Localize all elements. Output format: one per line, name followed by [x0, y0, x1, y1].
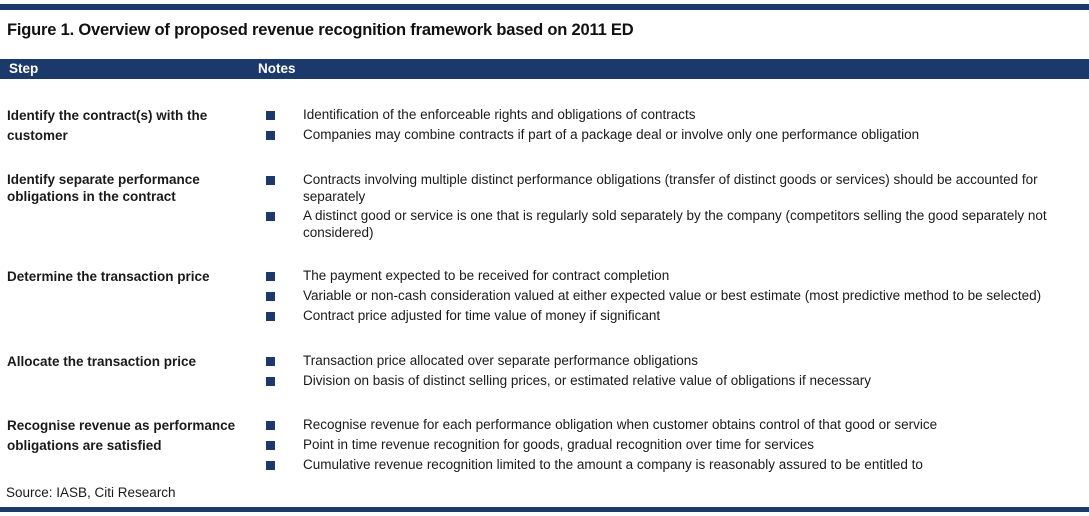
notes-list — [266, 106, 1076, 146]
notes-list — [266, 267, 1076, 327]
square-bullet-icon — [266, 272, 275, 281]
square-bullet-icon — [266, 421, 275, 430]
square-bullet-icon — [266, 441, 275, 450]
header-notes: Notes — [258, 61, 296, 76]
notes-list — [266, 416, 1076, 476]
note-text: Transaction price allocated over separate performance obligations — [303, 353, 698, 368]
note-item — [266, 436, 1076, 454]
square-bullet-icon — [266, 292, 275, 301]
note-text: Point in time revenue recognition for goods, gradual recognition over time for services — [303, 437, 815, 452]
note-item — [266, 126, 1076, 144]
square-bullet-icon — [266, 312, 275, 321]
step-label: Identify the contract(s) with the customer — [7, 108, 208, 143]
square-bullet-icon — [266, 176, 275, 185]
square-bullet-icon — [266, 357, 275, 366]
top-rule — [0, 4, 1089, 10]
note-text: Identification of the enforceable rights and obligations of contracts — [303, 107, 696, 122]
note-text: Variable or non-cash consideration valued at either expected value or best estimate (most predictive method to be selected) — [303, 288, 1042, 303]
note-text: Recognise revenue for each performance obligation when customer obtains control of that good or service — [303, 417, 938, 432]
note-item — [266, 287, 1076, 305]
figure-title: Figure 1. Overview of proposed revenue recognition framework based on 2011 ED — [7, 21, 634, 39]
notes-list — [266, 171, 1076, 243]
note-text: Contracts involving multiple distinct performance obligations (transfer of distinct goods or services) should be accounted for separately — [303, 172, 1038, 204]
source-note: Source: IASB, Citi Research — [6, 485, 176, 500]
bottom-rule — [0, 507, 1089, 512]
square-bullet-icon — [266, 111, 275, 120]
note-item — [266, 171, 1076, 205]
note-text: A distinct good or service is one that is regularly sold separately by the company (competitors selling the good separately not considered) — [303, 208, 1047, 240]
note-item — [266, 416, 1076, 434]
notes-list — [266, 352, 1076, 392]
step-label: Recognise revenue as performance obligations are satisfied — [7, 418, 236, 453]
note-item — [266, 456, 1076, 474]
note-item — [266, 352, 1076, 370]
note-item — [266, 267, 1076, 285]
step-label: Determine the transaction price — [7, 269, 210, 284]
square-bullet-icon — [266, 377, 275, 386]
header-step: Step — [9, 61, 39, 76]
square-bullet-icon — [266, 212, 275, 221]
note-text: Companies may combine contracts if part of a package deal or involve only one performance obligation — [303, 127, 920, 142]
note-text: Division on basis of distinct selling prices, or estimated relative value of obligations if necessary — [303, 373, 872, 388]
note-text: Cumulative revenue recognition limited to the amount a company is reasonably assured to be entitled to — [303, 457, 923, 472]
note-item — [266, 307, 1076, 325]
step-label: Allocate the transaction price — [7, 354, 197, 369]
square-bullet-icon — [266, 461, 275, 470]
step-label: Identify separate performance obligations in the contract — [7, 172, 200, 204]
square-bullet-icon — [266, 131, 275, 140]
note-item — [266, 372, 1076, 390]
note-item — [266, 106, 1076, 124]
table-header — [0, 59, 1089, 79]
note-text: Contract price adjusted for time value of money if significant — [303, 308, 661, 323]
note-item — [266, 207, 1076, 241]
note-text: The payment expected to be received for contract completion — [303, 268, 670, 283]
